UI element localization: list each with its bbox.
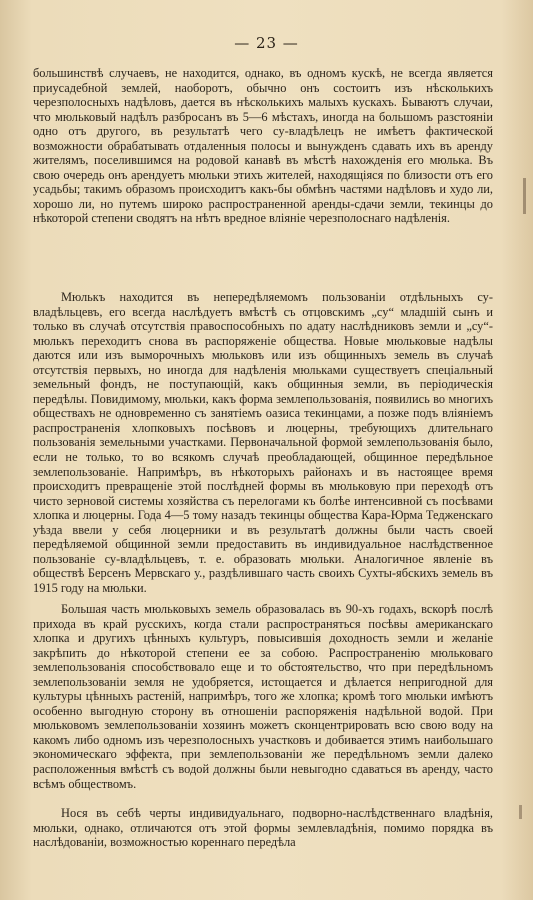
margin-pencil-mark bbox=[519, 805, 522, 819]
paragraph-2: Мюлькъ находится въ непередѣляемомъ пользованіи отдѣльныхъ су-владѣльцевъ, его всегда наслѣдуетъ вмѣстѣ съ отцовскимъ „су“ младшій сынъ и только въ случаѣ отсутствія правоспособныхъ по адату наслѣдниковъ земли и „су“-мюлькъ переходитъ снова въ распоряженіе общества. Новые мюльковые надѣлы даются или изъ выморочныхъ мюльковъ или изъ общинныхъ земель въ случаѣ отсутствія первыхъ, но иногда для надѣленія мюльками существуетъ спеціальный земельный фондъ, не поступающій, какъ общинныя земли, въ періодическія передѣлы. Повидимому, мюльки, какъ форма землепользованія, появились во многихъ обществахъ не одновременно съ занятіемъ оазиса текинцами, а позже подъ вліяніемъ распространенія хлопковыхъ посѣвовъ и люцерны, требующихъ длительнаго пользованія земельными участками. Первоначальной формой землепользованія было, если не только, то во всякомъ случаѣ преобладающей, общинное передѣльное землепользованіе. Напримѣръ, въ нѣкоторыхъ районахъ и въ настоящее время происходитъ превращеніе этой послѣдней формы въ мюльковую при переходѣ отъ чисто зерновой системы хозяйства съ перелогами къ болѣе интенсивной съ посѣвами хлопка и люцерны. Года 4—5 тому назадъ текинцы общества Кара-Юрма Тедженскаго уѣзда ввели у себя люцерники и въ результатѣ должны были часть своей передѣляемой общинной земли предоставить въ индивидуальное наслѣдственное пользованіе су-владѣльцевъ, т. е. образовать мюльки. Аналогичное явленіе въ обществѣ Берсенъ Мервскаго у., раздѣлившаго часть своихъ Сухты-ябскихъ земель въ 1915 году на мюльки. bbox=[33, 290, 493, 595]
paragraph-block-2 bbox=[33, 290, 493, 595]
page-number: — 23 — bbox=[234, 34, 299, 52]
paragraph-block-3 bbox=[33, 602, 493, 791]
paragraph-continuation bbox=[33, 66, 493, 226]
paragraph-1: большинствѣ случаевъ, не находится, однако, въ одномъ кускѣ, не всегда является приусадебной землей, наоборотъ, обычно онъ состоитъ изъ нѣсколькихъ черезполосныхъ надѣловъ, дается въ нѣсколькихъ малыхъ кускахъ. Бываютъ случаи, что мюльковый надѣлъ разбросанъ въ 5—6 мѣстахъ, иногда на большомъ разстояніи одно отъ другого, въ результатѣ чего су-владѣлецъ не имѣетъ фактической возможности обрабатывать отдаленныя полосы и вынужденъ сдавать ихъ въ аренду жителямъ, поселившимся на родовой канавѣ въ мѣстѣ нахожденія его мюлька. Въ свою очередь онъ арендуетъ мюльки этихъ жителей, находящіяся по близости отъ его усадьбы; такимъ образомъ происходитъ какъ-бы обмѣнъ частями надѣловъ и худо ли, хорошо ли, но путемъ широко распространенной аренды-сдачи земли, текинцы до нѣкоторой степени сводятъ на нѣтъ вредное вліяніе черезполоснаго надѣленія. bbox=[33, 66, 493, 226]
margin-pencil-mark bbox=[523, 178, 526, 214]
paragraph-3: Большая часть мюльковыхъ земель образовалась въ 90-хъ годахъ, вскорѣ послѣ прихода въ край русскихъ, когда стали распространяться посѣвы американскаго хлопка и другихъ цѣнныхъ культуръ, повысившія доходность земли и желаніе закрѣпить до нѣкоторой степени ее за собою. Распространенію мюльковаго землепользованія способствовало еще и то обстоятельство, что при передѣльномъ землепользованіи земля не удобряется, истощается и дѣлается непригодной для культуры цѣнныхъ растеній, напримѣръ, того же хлопка; кромѣ того мюльки имѣютъ особенно выгодную сторону въ отношеніи распоряженія надѣльной водой. При мюльковомъ землепользованіи хозяинъ можетъ сконцентрировать всю свою воду на какомъ либо одномъ изъ черезполосныхъ участковъ и добивается этимъ наибольшаго экономическаго эффекта, при землепользованіи же передѣльномъ земли далеко расположенныя вмѣстѣ съ водой должны были невыгодно сдаваться въ аренду, часто всѣмъ обществомъ. bbox=[33, 602, 493, 791]
paragraph-4: Нося въ себѣ черты индивидуальнаго, подворно-наслѣдственнаго владѣнія, мюльки, однако, отличаются отъ этой формы землевладѣнія, помимо порядка въ наслѣдованіи, возможностью кореннаго передѣла bbox=[33, 806, 493, 850]
paragraph-block-4 bbox=[33, 806, 493, 850]
